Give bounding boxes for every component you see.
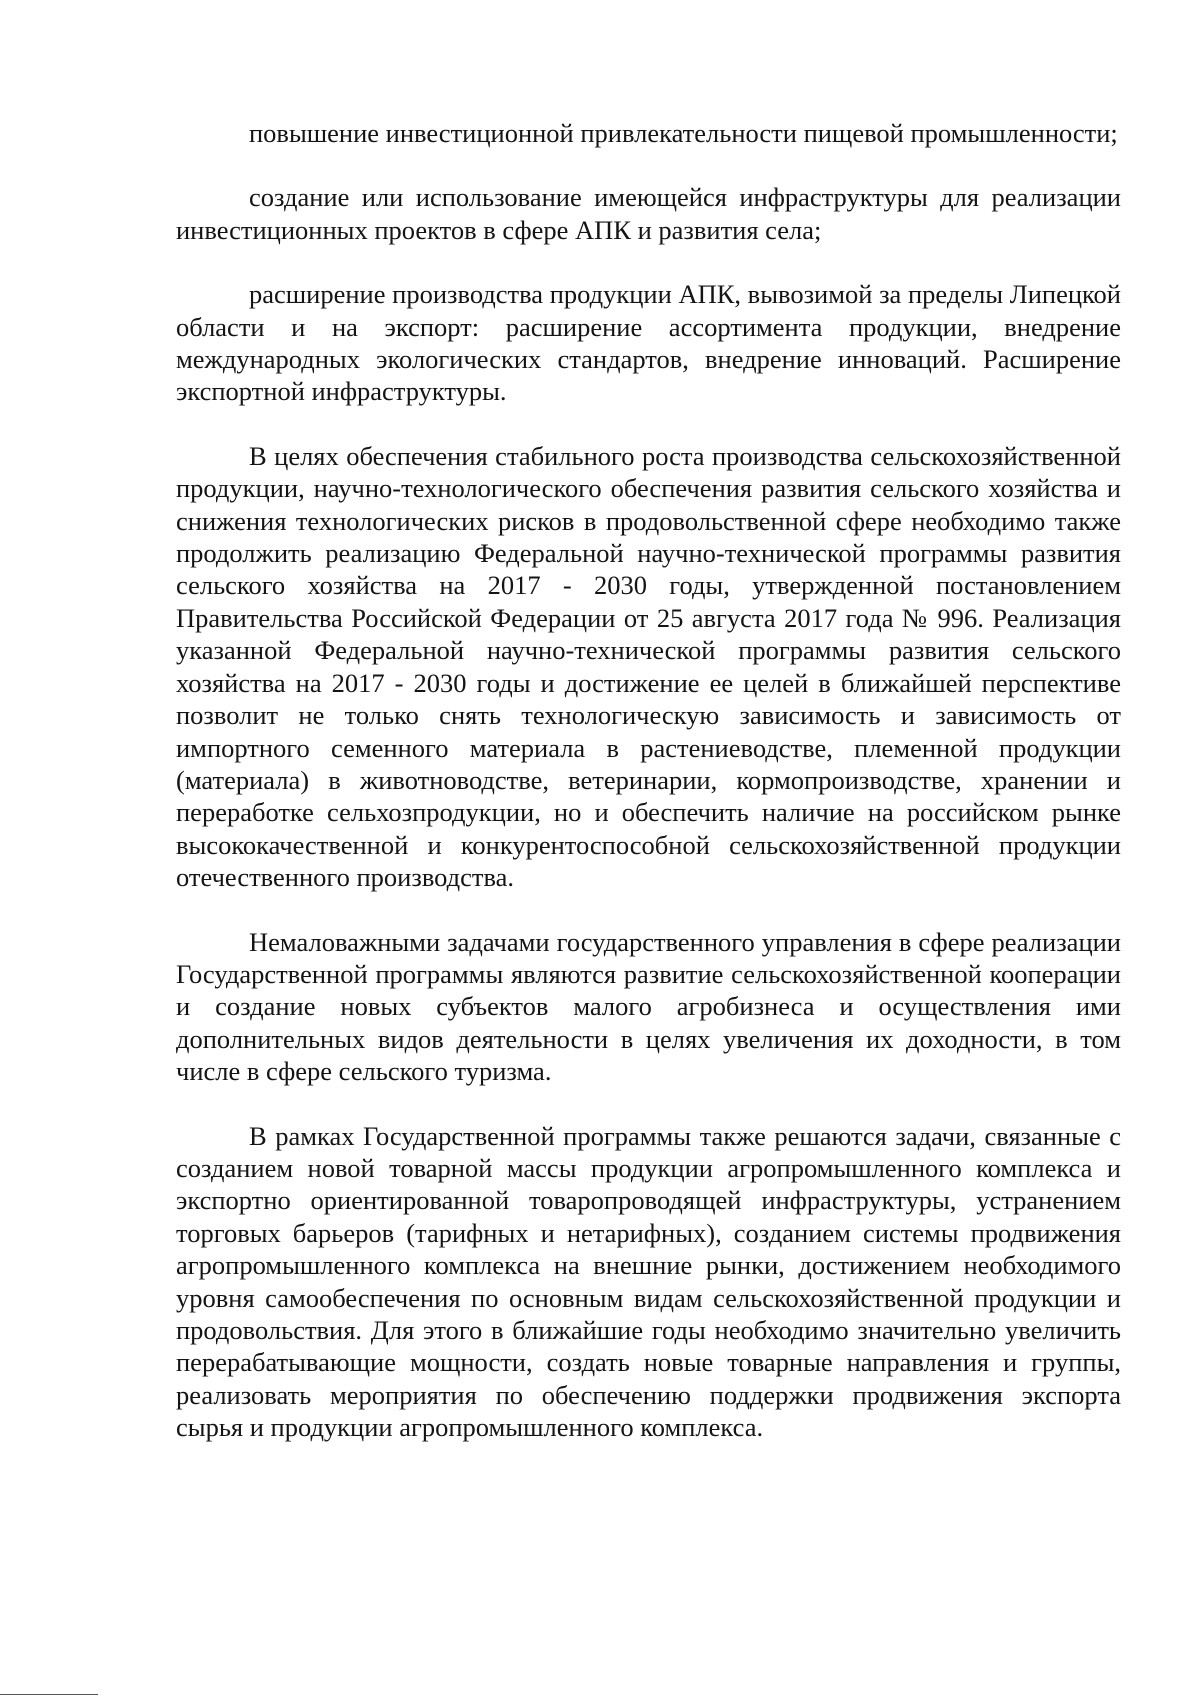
scan-edge-line (0, 1694, 98, 1695)
paragraph-scientific-program: В целях обеспечения стабильного роста производства сельскохозяйственной продукции, научно-технологического обеспечения развития сельского хозяйства и снижения технологических рисков в продовольственной сфере необходимо также продолжить реализацию Федеральной научно-технической программы развития сельского хозяйства на 2017 - 2030 годы, утвержденной постановлением Правительства Российской Федерации от 25 августа 2017 года № 996. Реализация указанной Федеральной научно-технической программы развития сельского хозяйства на 2017 - 2030 годы и достижение ее целей в ближайшей перспективе позволит не только снять технологическую зависимость и зависимость от импортного семенного материала в растениеводстве, племенной продукции (материала) в животноводстве, ветеринарии, кормопроизводстве, хранении и переработке сельхозпродукции, но и обеспечить наличие на российском рынке высококачественной и конкурентоспособной сельскохозяйственной продукции отечественного производства. (176, 440, 1121, 893)
paragraph-infrastructure: создание или использование имеющейся инфраструктуры для реализации инвестиционных проектов в сфере АПК и развития села; (176, 182, 1121, 245)
paragraph-export-tasks: В рамках Государственной программы также решаются задачи, связанные с созданием новой товарной массы продукции агропромышленного комплекса и экспортно ориентированной товаропроводящей инфраструктуры, устранением торговых барьеров (тарифных и нетарифных), созданием системы продвижения агропромышленного комплекса на внешние рынки, достижением необходимого уровня самообеспечения по основным видам сельскохозяйственной продукции и продовольствия. Для этого в ближайшие годы необходимо значительно увеличить перерабатывающие мощности, создать новые товарные направления и группы, реализовать мероприятия по обеспечению поддержки продвижения экспорта сырья и продукции агропромышленного комплекса. (176, 1120, 1121, 1443)
paragraph-cooperation: Немаловажными задачами государственного управления в сфере реализации Государственной программы являются развитие сельскохозяйственной кооперации и создание новых субъектов малого агробизнеса и осуществления ими дополнительных видов деятельности в целях увеличения их доходности, в том числе в сфере сельского туризма. (176, 926, 1121, 1087)
paragraph-export-expansion: расширение производства продукции АПК, вывозимой за пределы Липецкой области и на экспорт: расширение ассортимента продукции, внедрение международных экологических стандартов, внедрение инноваций. Расширение экспортной инфраструктуры. (176, 279, 1121, 407)
paragraph-investment-attractiveness: повышение инвестиционной привлекательности пищевой промышленности; (249, 118, 1118, 148)
body-text (176, 117, 1121, 1444)
